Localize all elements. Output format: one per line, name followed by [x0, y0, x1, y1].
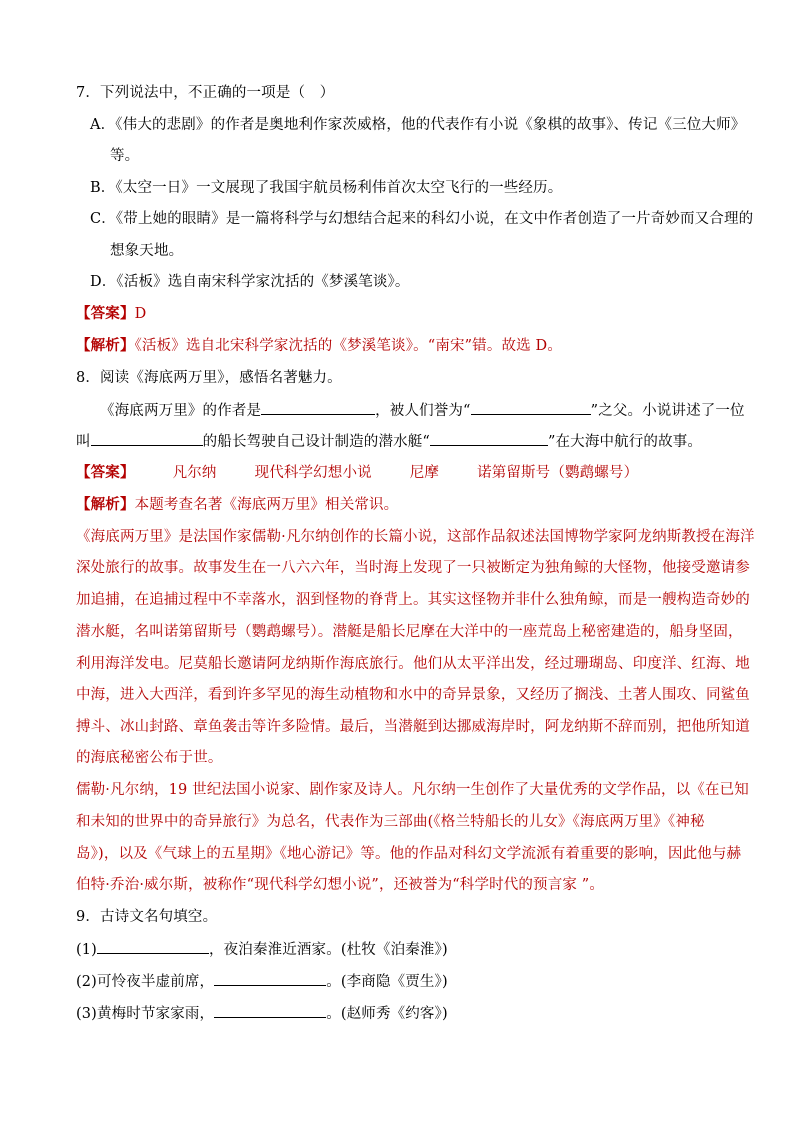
q8-fill-line-2: 叫 的船长驾驶自己设计制造的潜水艇“ ”在大海中航行的故事。: [76, 431, 702, 452]
blank-q9-2: [214, 971, 326, 986]
q8-para2-line: 伯特·乔治·威尔斯，被称作“现代科学幻想小说”，还被誉为“科学时代的预言家 ”。: [76, 877, 604, 893]
blank-q9-3: [214, 1003, 326, 1018]
analysis-tag: 【解析】: [76, 496, 135, 513]
answer-2: 现代科学幻想小说: [254, 465, 372, 481]
q9-item-1: (1) ，夜泊秦淮近酒家。(杜牧《泊秦淮》): [76, 939, 448, 960]
q8-para2-line: 岛》)，以及《气球上的五星期》《地心游记》等。他的作品对科幻文学流派有着重要的影响，因此他与赫: [76, 846, 742, 862]
answer-1: 凡尔纳: [172, 465, 217, 481]
q7-answer: [76, 304, 146, 324]
q8-para2-line: 儒勒·凡尔纳，19 世纪法国小说家、剧作家及诗人。凡尔纳一生创作了大量优秀的文学作品，以《在已知: [76, 782, 749, 798]
q7-option-c-cont: 想象天地。: [110, 243, 184, 259]
q8-para1-line: 加追捕，在追捕过程中不幸落水，泅到怪物的脊背上。其实这怪物并非什么独角鲸，而是一艘构造奇妙的: [76, 592, 750, 608]
answer-3: 尼摩: [409, 465, 440, 481]
q8-para1-line: 深处旅行的故事。故事发生在一八六六年，当时海上发现了一只被断定为独角鲸的大怪物，他接受邀请参: [76, 560, 750, 576]
blank-captain: [91, 431, 203, 446]
analysis-tag: 【解析】: [76, 337, 135, 354]
answer-4: 诺第留斯号（鹦鹉螺号）: [477, 465, 639, 481]
q7-option-c: C．《带上她的眼睛》是一篇将科学与幻想结合起来的科幻小说，在文中作者创造了一片奇妙而又合理的: [90, 211, 754, 227]
blank-author: [261, 400, 375, 415]
q7-option-a: A．《伟大的悲剧》的作者是奥地利作家茨威格，他的代表作有小说《象棋的故事》、传记《三位大师》: [90, 117, 746, 133]
q9-item-3: (3)黄梅时节家家雨， 。(赵师秀《约客》): [76, 1003, 448, 1024]
answer-value: D: [134, 306, 147, 322]
analysis-text: 本题考查名著《海底两万里》相关常识。: [134, 497, 399, 513]
q7-option-b: B．《太空一日》一文展现了我国宇航员杨利伟首次太空飞行的一些经历。: [90, 180, 563, 196]
q8-para1-line: 《海底两万里》是法国作家儒勒·凡尔纳创作的长篇小说，这部作品叙述法国博物学家阿龙纳斯教授在海洋: [76, 529, 755, 545]
q8-para2-line: 和未知的世界中的奇异旅行》为总名，代表作为三部曲(《格兰特船长的儿女》《海底两万里》《神秘: [76, 814, 705, 830]
q9-item-2: (2)可怜夜半虚前席， 。(李商隐《贾生》): [76, 971, 448, 992]
blank-submarine: [430, 431, 548, 446]
answer-tag: 【答案】: [76, 305, 135, 322]
blank-title: [471, 400, 591, 415]
q8-stem: 8．阅读《海底两万里》，感悟名著魅力。: [76, 370, 342, 386]
answer-tag: 【答案】: [76, 464, 135, 481]
q8-para1-line: 利用海洋发电。尼莫船长邀请阿龙纳斯作海底旅行。他们从太平洋出发，经过珊瑚岛、印度洋、红海、地: [76, 656, 750, 672]
q7-stem: 7．下列说法中，不正确的一项是（ ）: [76, 85, 335, 101]
blank-q9-1: [97, 939, 209, 954]
q8-para1-line: 中海，进入大西洋，看到许多罕见的海生动植物和水中的奇异景象，又经历了搁浅、土著人围攻、同鲨鱼: [76, 687, 750, 703]
q8-para1-line: 的海底秘密公布于世。: [76, 750, 223, 766]
q8-para1-line: 搏斗、冰山封路、章鱼袭击等许多险情。最后，当潜艇到达挪威海岸时，阿龙纳斯不辞而别，把他所知道: [76, 719, 750, 735]
analysis-text: 《活板》选自北宋科学家沈括的《梦溪笔谈》。“南宋”错。故选 D。: [134, 338, 562, 354]
q8-answer: [76, 463, 638, 483]
q7-option-d: D．《活板》选自南宋科学家沈括的《梦溪笔谈》。: [90, 274, 410, 290]
q7-analysis: [76, 336, 562, 356]
q8-analysis: [76, 495, 398, 515]
q8-para1-line: 潜水艇，名叫诺第留斯号（鹦鹉螺号）。潜艇是船长尼摩在大洋中的一座荒岛上秘密建造的，船身坚固，: [76, 624, 743, 640]
q8-fill-line-1: 《海底两万里》的作者是 ，被人们誉为“ ”之父。小说讲述了一位: [100, 400, 745, 421]
q7-option-a-cont: 等。: [110, 148, 140, 164]
q9-stem: 9．古诗文名句填空。: [76, 909, 218, 925]
